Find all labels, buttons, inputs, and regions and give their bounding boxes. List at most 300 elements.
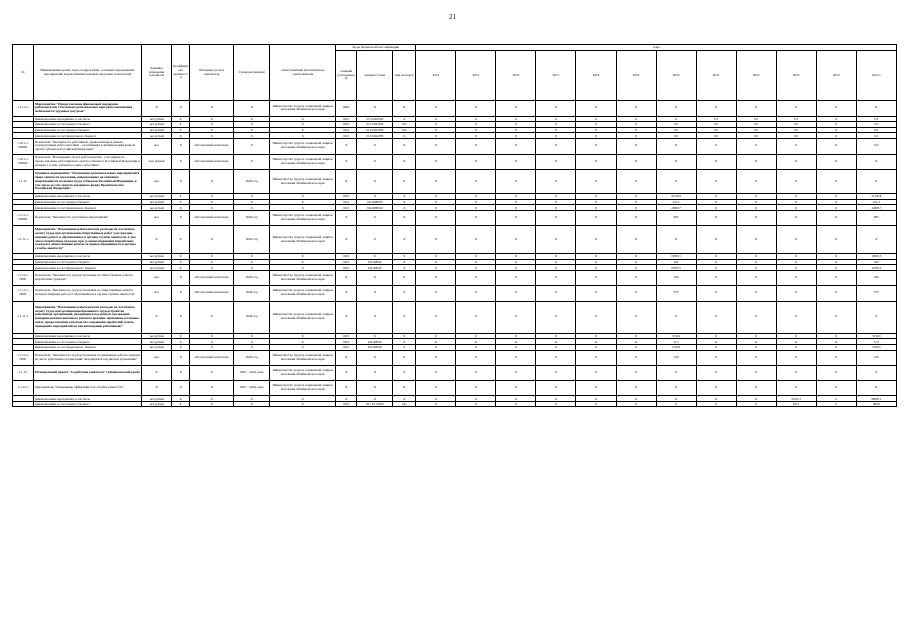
- row-year-value: X: [696, 170, 736, 194]
- row-year-value: X: [736, 339, 776, 345]
- row-year-value: X: [736, 333, 776, 339]
- row-year-value: X: [536, 270, 576, 285]
- row-name: Показатель "Возмещение затрат работодателям - участникам на предоставление работникам из других субъектов Российской Федерации в размере 1,5 млн. рублей на одного работника": [34, 154, 142, 170]
- row-year-value: X: [696, 350, 736, 366]
- row-year-value: X: [496, 333, 536, 339]
- row-method: X: [190, 225, 234, 253]
- row-year-value: X: [576, 381, 616, 396]
- row-year-value: X: [576, 210, 616, 225]
- row-year-value: X: [616, 345, 656, 351]
- row-year-value: X: [496, 396, 536, 402]
- row-year-value: X: [576, 401, 616, 407]
- row-name-text: Основное мероприятие "Реализация дополнительных мероприятий в сфере занятости населения, направленных на снижение напряженности на рынке труда субъектов Российской Федерации, в том числе за счет средств резервного фонда Правительства Российской Федерации": [35, 171, 140, 191]
- row-kbk: X: [393, 194, 416, 200]
- row-year-value: X: [456, 265, 496, 271]
- row-year-value: X: [536, 194, 576, 200]
- row-year-value: X: [776, 254, 816, 260]
- page-number: 21: [449, 13, 456, 21]
- row-year-value: X: [816, 259, 856, 265]
- row-year-value: X: [536, 116, 576, 122]
- row-kbk: X: [336, 138, 357, 154]
- row-year-value: X: [496, 401, 536, 407]
- row-total: 0,9: [856, 116, 896, 122]
- row-year-value: X: [616, 199, 656, 205]
- row-year-value: X: [416, 350, 456, 366]
- row-unit: тыс.рублей: [142, 127, 172, 133]
- row-year-value: X: [496, 265, 536, 271]
- row-year-value: X: [536, 401, 576, 407]
- row-responsible: Министерство труда и социальной защиты населения Забайкальского края: [270, 154, 336, 170]
- row-year-value: X: [736, 285, 776, 301]
- row-year-value: 0,0: [696, 127, 736, 133]
- row-year-value: X: [456, 225, 496, 253]
- row-total: 880,8: [856, 401, 896, 407]
- row-responsible: X: [270, 345, 336, 351]
- row-year-value: X: [736, 194, 776, 200]
- row-year-value: X: [576, 199, 616, 205]
- row-kbk: 0401: [336, 122, 357, 128]
- row-term: X: [234, 127, 270, 133]
- row-year-value: X: [776, 350, 816, 366]
- table-body: [13, 101, 897, 407]
- header-year: 2020: [656, 51, 696, 101]
- row-kbk: 01 6 01R4780: [357, 122, 393, 128]
- row-year-value: X: [496, 205, 536, 211]
- row-coef: X: [172, 101, 190, 117]
- row-year-value: X: [696, 154, 736, 170]
- row-coef: X: [172, 116, 190, 122]
- row-year-value: X: [616, 210, 656, 225]
- row-year-value: X: [696, 339, 736, 345]
- row-name-text: Мероприятие "Возмещение работодателям расходов на частичную оплату труда при организации общественных работ для граждан, ищущих работу и обратившихся в органы службы занятости, в том числе безработных граждан, при условии обращения безработных граждан в общественные работы за период обращения их в органы службы занятости": [35, 227, 136, 251]
- table-row: [13, 285, 897, 301]
- row-year-value: X: [456, 339, 496, 345]
- row-term: X: [234, 333, 270, 339]
- row-year-value: X: [456, 259, 496, 265]
- row-year-value: X: [416, 265, 456, 271]
- row-kbk: 0401: [336, 101, 357, 117]
- row-year-value: X: [456, 345, 496, 351]
- row-method: X: [190, 254, 234, 260]
- row-kbk: 0401: [336, 254, 357, 260]
- row-name: Показатель "Численность трудоустроенных на временные работы граждан из числа работников организаций, находящихся под риском увольнения": [34, 350, 142, 366]
- row-coef: X: [172, 199, 190, 205]
- row-year-value: 0,0: [656, 127, 696, 133]
- row-year-value: X: [416, 254, 456, 260]
- row-year-value: X: [496, 154, 536, 170]
- row-term: 2020 год: [234, 210, 270, 225]
- row-year-value: X: [616, 339, 656, 345]
- row-name-text: Региональный проект "Содействие занятости" (Забайкальский край): [35, 370, 140, 375]
- row-year-value: X: [696, 210, 736, 225]
- row-unit: тыс.рублей: [142, 122, 172, 128]
- row-year-value: X: [736, 350, 776, 366]
- row-year-value: X: [456, 210, 496, 225]
- row-year-value: X: [776, 205, 816, 211]
- header-kbk-cs: целевая статья: [357, 51, 393, 101]
- row-year-value: X: [616, 225, 656, 253]
- row-year-value: X: [696, 254, 736, 260]
- header-year: 2023: [776, 51, 816, 101]
- row-term: 2020 год: [234, 225, 270, 253]
- row-kbk: X: [393, 396, 416, 402]
- row-year-value: X: [736, 259, 776, 265]
- row-year-value: X: [616, 301, 656, 333]
- table-row: [13, 366, 897, 381]
- row-method: Абсолютный показатель: [190, 210, 234, 225]
- row-year-value: X: [696, 265, 736, 271]
- row-responsible: Министерство труда и социальной защиты населения Забайкальского края: [270, 270, 336, 285]
- row-year-value: X: [736, 366, 776, 381]
- row-year-value: 0,0: [776, 133, 816, 139]
- row-year-value: X: [736, 225, 776, 253]
- row-unit: тыс.рублей: [142, 333, 172, 339]
- row-year-value: X: [656, 116, 696, 122]
- row-year-value: X: [456, 122, 496, 128]
- table-row: [13, 210, 897, 225]
- row-unit: чел.: [142, 138, 172, 154]
- row-year-value: X: [816, 154, 856, 170]
- row-year-value: X: [816, 270, 856, 285]
- row-year-value: 25130,8: [656, 194, 696, 200]
- row-year-value: X: [696, 401, 736, 407]
- row-year-value: X: [776, 265, 816, 271]
- header-kbk-vr: вид расходов: [393, 51, 416, 101]
- row-year-value: X: [536, 285, 576, 301]
- header-year: 2015: [456, 51, 496, 101]
- row-name: [34, 301, 142, 333]
- row-year-value: X: [816, 345, 856, 351]
- row-year-value: X: [816, 194, 856, 200]
- row-year-value: X: [736, 301, 776, 333]
- row-year-value: X: [776, 154, 816, 170]
- row-year-value: X: [656, 401, 696, 407]
- row-unit: тыс.рублей: [142, 254, 172, 260]
- row-coef: X: [172, 345, 190, 351]
- row-year-value: X: [576, 254, 616, 260]
- row-year-value: X: [576, 265, 616, 271]
- row-kbk: 0401: [336, 199, 357, 205]
- row-term: 2020 год: [234, 170, 270, 194]
- header-kbk-group: Коды бюджетной классификации: [336, 45, 416, 51]
- row-kbk: X: [336, 170, 357, 194]
- row-year-value: X: [776, 366, 816, 381]
- row-number: 1.1.12.: [13, 366, 34, 381]
- row-number: 1.1.11.2-ПМ1: [13, 350, 34, 366]
- row-year-value: X: [456, 205, 496, 211]
- row-unit: тыс.рублей: [142, 396, 172, 402]
- header-year: 2014: [416, 51, 456, 101]
- row-total: 685: [856, 210, 896, 225]
- row-kbk: X: [336, 154, 357, 170]
- table-row: [13, 401, 897, 407]
- row-year-value: 160: [656, 270, 696, 285]
- row-method: Абсолютный показатель: [190, 154, 234, 170]
- row-method: X: [190, 345, 234, 351]
- row-year-value: X: [656, 396, 696, 402]
- row-year-value: X: [696, 101, 736, 117]
- row-year-value: X: [456, 194, 496, 200]
- row-year-value: X: [456, 138, 496, 154]
- row-total: X: [856, 101, 896, 117]
- row-year-value: 19995,5: [656, 254, 696, 260]
- row-year-value: X: [576, 127, 616, 133]
- row-term: 2021 - 2024 годы: [234, 366, 270, 381]
- row-year-value: X: [536, 205, 576, 211]
- row-year-value: X: [496, 366, 536, 381]
- row-year-value: X: [656, 366, 696, 381]
- row-term: X: [234, 396, 270, 402]
- row-kbk: 0401: [336, 205, 357, 211]
- row-year-value: X: [576, 138, 616, 154]
- row-year-value: X: [576, 339, 616, 345]
- row-kbk: X: [393, 225, 416, 253]
- row-responsible: Министерство труда и социальной защиты населения Забайкальского края: [270, 301, 336, 333]
- row-total: X: [856, 170, 896, 194]
- row-responsible: X: [270, 205, 336, 211]
- row-year-value: X: [536, 154, 576, 170]
- row-term: 2020 год: [234, 350, 270, 366]
- row-kbk: X: [393, 199, 416, 205]
- row-year-value: 0: [776, 138, 816, 154]
- row-year-value: X: [616, 116, 656, 122]
- row-kbk: X: [393, 154, 416, 170]
- row-year-value: X: [816, 301, 856, 333]
- row-term: X: [234, 138, 270, 154]
- row-method: Абсолютный показатель: [190, 285, 234, 301]
- row-unit: X: [142, 381, 172, 396]
- row-coef: X: [172, 339, 190, 345]
- header-years-group: годы: [416, 45, 897, 51]
- row-total: X: [856, 381, 896, 396]
- row-year-value: X: [696, 333, 736, 339]
- row-year-value: X: [496, 210, 536, 225]
- row-year-value: X: [496, 138, 536, 154]
- row-total: 0,0: [856, 133, 896, 139]
- row-kbk: X: [336, 350, 357, 366]
- row-responsible: Министерство труда и социальной защиты населения Забайкальского края: [270, 138, 336, 154]
- row-year-value: 0: [696, 138, 736, 154]
- row-kbk: X: [357, 138, 393, 154]
- row-coef: X: [172, 154, 190, 170]
- row-kbk: X: [336, 366, 357, 381]
- row-year-value: X: [536, 265, 576, 271]
- row-responsible: X: [270, 194, 336, 200]
- row-year-value: X: [816, 254, 856, 260]
- row-year-value: X: [456, 199, 496, 205]
- row-year-value: X: [496, 301, 536, 333]
- row-year-value: X: [576, 205, 616, 211]
- row-responsible: Министерство труда и социальной защиты населения Забайкальского края: [270, 170, 336, 194]
- row-year-value: X: [576, 133, 616, 139]
- row-method: X: [190, 194, 234, 200]
- row-year-value: 251,3: [656, 199, 696, 205]
- row-year-value: X: [496, 101, 536, 117]
- row-year-value: X: [416, 116, 456, 122]
- row-kbk: X: [357, 350, 393, 366]
- row-year-value: X: [416, 381, 456, 396]
- row-year-value: X: [456, 133, 496, 139]
- row-coef: X: [172, 254, 190, 260]
- row-year-value: X: [536, 350, 576, 366]
- row-kbk: X: [336, 396, 357, 402]
- row-name: финансирование мероприятия, в том числе: [34, 254, 142, 260]
- row-total: 24899,7: [856, 205, 896, 211]
- row-total: X: [856, 225, 896, 253]
- row-coef: X: [172, 366, 190, 381]
- row-unit: тыс.рублей: [142, 154, 172, 170]
- row-number: 1.1.13.1.: [13, 101, 34, 117]
- row-year-value: X: [776, 170, 816, 194]
- row-total: X: [856, 301, 896, 333]
- row-year-value: X: [816, 339, 856, 345]
- row-name: Показатель "Численность работников, привлеченных в рамках подпрограммы работодателями - участниками в Забайкальский край из других субъектов Российской Федерации": [34, 138, 142, 154]
- row-year-value: 3134,9: [656, 333, 696, 339]
- row-year-value: X: [616, 254, 656, 260]
- row-kbk: X: [393, 381, 416, 396]
- row-total: 19795,5: [856, 265, 896, 271]
- row-kbk: 0411R8520: [357, 265, 393, 271]
- row-year-value: X: [456, 333, 496, 339]
- row-year-value: X: [816, 210, 856, 225]
- row-total: 150: [856, 350, 896, 366]
- row-kbk: X: [393, 116, 416, 122]
- row-year-value: X: [736, 205, 776, 211]
- row-unit: тыс.рублей: [142, 205, 172, 211]
- table-row: [13, 138, 897, 154]
- row-total: 3134,9: [856, 333, 896, 339]
- row-term: X: [234, 133, 270, 139]
- row-coef: X: [172, 210, 190, 225]
- row-year-value: X: [616, 333, 656, 339]
- table-row: [13, 154, 897, 170]
- row-year-value: 0,3: [776, 116, 816, 122]
- row-number: [13, 401, 34, 407]
- row-year-value: X: [496, 345, 536, 351]
- row-year-value: 0,0: [656, 122, 696, 128]
- row-year-value: X: [416, 401, 456, 407]
- row-name: [34, 170, 142, 194]
- row-unit: X: [142, 101, 172, 117]
- row-year-value: X: [776, 101, 816, 117]
- row-year-value: X: [696, 270, 736, 285]
- row-kbk: X: [393, 133, 416, 139]
- row-coef: X: [172, 381, 190, 396]
- row-year-value: X: [616, 101, 656, 117]
- row-year-value: X: [616, 366, 656, 381]
- row-year-value: X: [576, 333, 616, 339]
- row-total: 0,0: [856, 122, 896, 128]
- row-total: X: [856, 366, 896, 381]
- row-responsible: X: [270, 396, 336, 402]
- row-year-value: X: [736, 401, 776, 407]
- row-kbk: 0401: [336, 339, 357, 345]
- row-year-value: 0: [816, 401, 856, 407]
- row-year-value: X: [456, 154, 496, 170]
- row-year-value: X: [496, 116, 536, 122]
- row-year-value: 0,0: [776, 127, 816, 133]
- row-year-value: X: [416, 225, 456, 253]
- row-kbk: X: [393, 339, 416, 345]
- row-coef: X: [172, 350, 190, 366]
- row-coef: X: [172, 333, 190, 339]
- row-number: 1.1.11.1-ПОМ1: [13, 210, 34, 225]
- row-responsible: X: [270, 259, 336, 265]
- row-coef: X: [172, 127, 190, 133]
- row-kbk: 0401: [336, 345, 357, 351]
- row-year-value: X: [736, 199, 776, 205]
- row-year-value: X: [416, 138, 456, 154]
- row-coef: X: [172, 225, 190, 253]
- row-term: 2021 - 2024 годы: [234, 381, 270, 396]
- row-name: финансирование мероприятия, в том числе: [34, 194, 142, 200]
- row-term: 2020 год: [234, 301, 270, 333]
- row-name: финансирование за счет краевого бюджета: [34, 127, 142, 133]
- row-responsible: X: [270, 401, 336, 407]
- row-year-value: 0,9: [736, 116, 776, 122]
- row-year-value: X: [816, 122, 856, 128]
- row-number: 1.1.11.2.: [13, 301, 34, 333]
- row-year-value: X: [416, 133, 456, 139]
- row-kbk: X: [357, 301, 393, 333]
- row-kbk: 0401: [336, 333, 357, 339]
- row-year-value: 200: [656, 259, 696, 265]
- row-year-value: X: [496, 339, 536, 345]
- row-year-value: X: [616, 265, 656, 271]
- row-kbk: 0401: [336, 265, 357, 271]
- row-term: X: [234, 401, 270, 407]
- row-year-value: X: [536, 396, 576, 402]
- row-coef: X: [172, 205, 190, 211]
- row-year-value: X: [536, 381, 576, 396]
- row-year-value: X: [496, 170, 536, 194]
- row-coef: X: [172, 138, 190, 154]
- row-name: финансирование за счет федерального бюджета: [34, 265, 142, 271]
- row-term: X: [234, 199, 270, 205]
- row-total: 25130,8: [856, 194, 896, 200]
- row-kbk: X: [336, 381, 357, 396]
- header-kbk-grbs: главный распорядитель: [336, 51, 357, 101]
- table-row: [13, 381, 897, 396]
- row-kbk: X: [393, 210, 416, 225]
- row-name: [34, 366, 142, 381]
- row-term: X: [234, 205, 270, 211]
- row-total: X: [856, 154, 896, 170]
- row-kbk: 0411R8520: [357, 259, 393, 265]
- row-year-value: X: [656, 138, 696, 154]
- row-year-value: X: [816, 333, 856, 339]
- row-method: X: [190, 170, 234, 194]
- row-unit: X: [142, 225, 172, 253]
- row-kbk: 0401: [336, 401, 357, 407]
- header-method: Методика расчета показателя: [190, 45, 234, 101]
- row-total: 31,3: [856, 339, 896, 345]
- row-name: [34, 225, 142, 253]
- row-year-value: X: [496, 254, 536, 260]
- row-year-value: X: [416, 205, 456, 211]
- row-number: 1.1.11.: [13, 170, 34, 194]
- row-unit: тыс.рублей: [142, 339, 172, 345]
- row-name: финансирование за счет федерального бюджета: [34, 133, 142, 139]
- row-year-value: X: [456, 254, 496, 260]
- row-kbk: X: [357, 254, 393, 260]
- row-responsible: X: [270, 254, 336, 260]
- row-kbk: 0411R8520: [357, 339, 393, 345]
- row-year-value: X: [616, 285, 656, 301]
- row-coef: X: [172, 133, 190, 139]
- row-name: финансирование за счет краевого бюджета: [34, 122, 142, 128]
- row-year-value: X: [736, 396, 776, 402]
